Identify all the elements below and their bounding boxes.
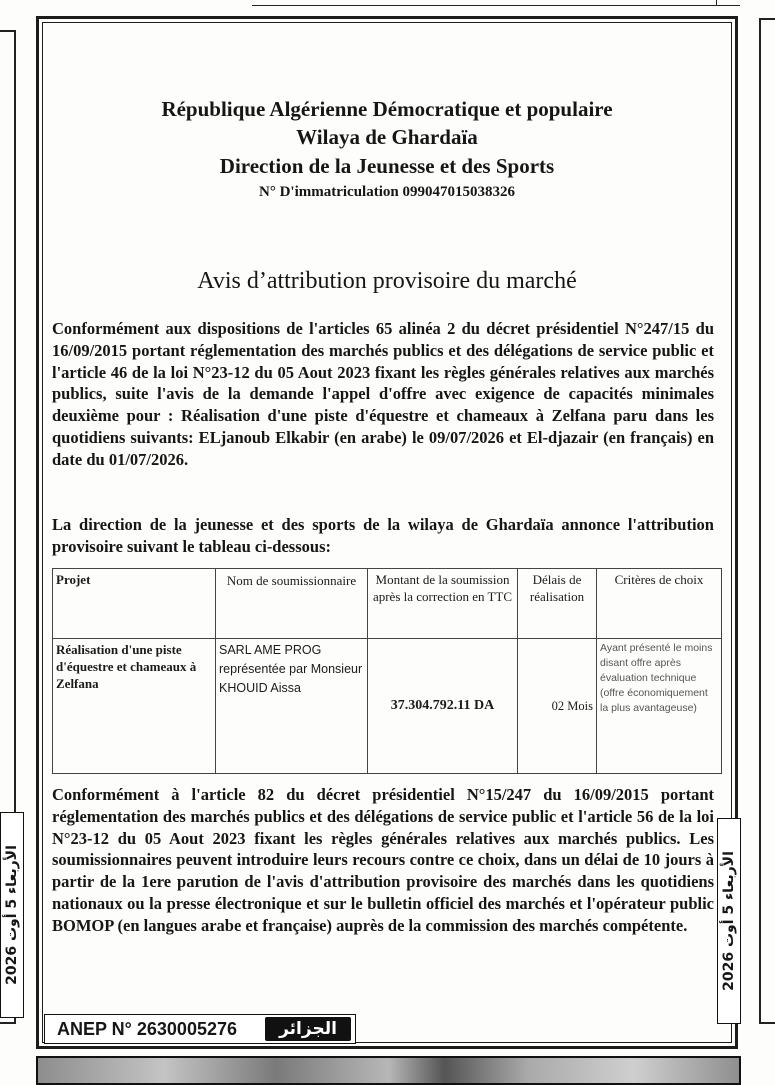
col-soumissionnaire: Nom de soumissionnaire — [216, 569, 368, 639]
neighbor-column-right — [759, 18, 775, 1024]
anep-footer — [44, 1014, 356, 1044]
side-date-text-left: الأربعاء 5 أوت 2026 — [4, 845, 20, 985]
top-rule-tick — [716, 0, 717, 6]
side-date-label-right — [717, 818, 741, 1024]
side-date-text-right: الأربعاء 5 أوت 2026 — [721, 851, 737, 991]
cell-projet: Réalisation d'une piste d'équestre et chameaux à Zelfana — [53, 639, 216, 774]
notice-title: Avis d’attribution provisoire du marché — [197, 268, 577, 294]
col-delais: Délais de réalisation — [518, 569, 597, 639]
top-rule — [252, 5, 740, 6]
paragraph-recourse: Conformément à l'article 82 du décret présidentiel N°15/247 du 16/09/2015 portant réglementation des marchés publics et des délégations de service public et l'article 56 de la loi N°23-12 du 05 Aout 2023 fixant les règles générales relatives aux marchés publics. Les soumissionnaires peuvent introduire leurs recours contre ce choix, dans un délai de 10 jours à partir de la 1ere parution de l'avis d'attribution provisoire des marchés dans les quotidiens nationaux ou la presse électronique et sur le bulletin officiel des marchés et l'opérateur public BOMOP (en langues arabe et française) auprès de la commission des marchés compétente. — [52, 785, 714, 935]
header-republic: République Algérienne Démocratique et populaire — [161, 97, 613, 121]
cell-soumissionnaire: SARL AME PROG représentée par Monsieur KHOUID Aissa — [216, 639, 368, 774]
notice-header — [44, 95, 730, 203]
newspaper-logo: الجزائر — [265, 1017, 351, 1041]
header-wilaya: Wilaya de Ghardaïa — [296, 125, 478, 149]
cell-criteres: Ayant présenté le moins disant offre après évaluation technique (offre économiquement la plus avantageuse) — [597, 639, 722, 774]
side-date-label-left — [0, 812, 24, 1018]
attribution-table — [52, 568, 722, 774]
paragraph-announcement: La direction de la jeunesse et des sports de la wilaya de Ghardaïa annonce l'attribution provisoire suivant le tableau ci-dessous: — [52, 515, 714, 556]
col-montant: Montant de la soumission après la correction en TTC — [368, 569, 518, 639]
next-article-photo-strip — [36, 1056, 741, 1085]
table-row — [53, 639, 722, 774]
header-registration: N° D'immatriculation 099047015038326 — [259, 184, 515, 200]
cell-montant: 37.304.792.11 DA — [368, 639, 518, 774]
col-projet: Projet — [53, 569, 216, 639]
header-direction: Direction de la Jeunesse et des Sports — [219, 154, 555, 178]
table-header-row — [53, 569, 722, 639]
anep-number: ANEP N° 2630005276 — [57, 1019, 237, 1039]
paragraph-legal-basis: Conformément aux dispositions de l'articles 65 alinéa 2 du décret présidentiel N°247/15 du 16/09/2015 portant réglementation des marchés publics et des délégations de service public et l'article 46 de la loi N°23-12 du 05 Aout 2023 fixant les règles générales relatives aux marchés publics, suite l'avis de la demande l'appel d'offre avec exigence de capacités minimales deuxième pour : Réalisation d'une piste d'équestre et chameaux à Zelfana paru dans les quotidiens suivants: ELjanoub Elkabir (en arabe) le 09/07/2026 et El-djazair (en français) en date du 01/07/2026. — [52, 319, 714, 469]
col-criteres: Critères de choix — [597, 569, 722, 639]
cell-delais: 02 Mois — [518, 639, 597, 774]
